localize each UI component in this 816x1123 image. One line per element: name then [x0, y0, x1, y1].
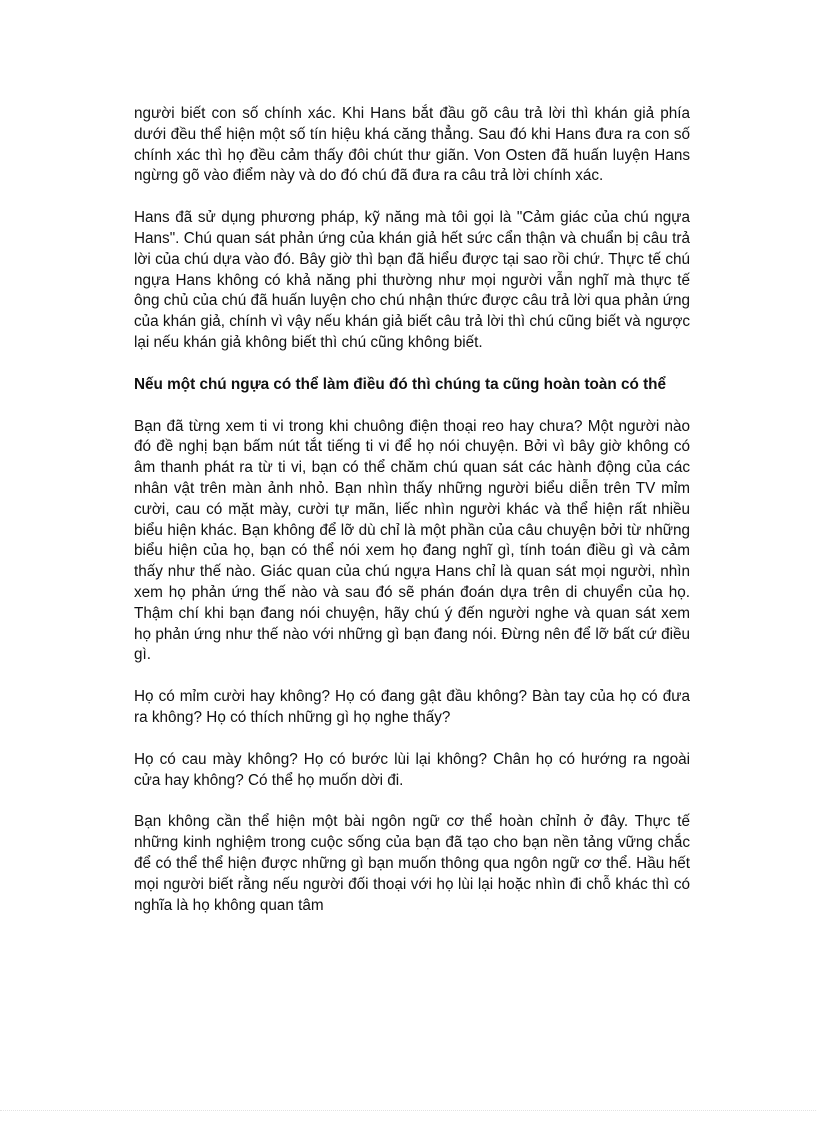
paragraph-smile-questions: Họ có mỉm cười hay không? Họ có đang gật đầu không? Bàn tay của họ có đưa ra không? Họ có thích những gì họ nghe thấy? — [134, 688, 690, 726]
section-heading: Nếu một chú ngựa có thể làm điều đó thì chúng ta cũng hoàn toàn có thể — [134, 375, 667, 393]
paragraph-hans-method: Hans đã sử dụng phương pháp, kỹ năng mà tôi gọi là "Cảm giác của chú ngựa Hans". Chú quan sát phản ứng của khán giả hết sức cẩn thận và chuẩn bị câu trả lời của chú dựa vào đó. Bây giờ thì bạn đã hiểu được tại sao rồi chứ. Thực tế chú ngựa Hans không có khả năng phi thường như mọi người vẫn nghĩ mà thực tế ông chủ của chú đã huấn luyện cho chú nhận thức được câu trả lời qua phản ứng của khán giả, chính vì vậy nếu khán giả biết câu trả lời thì chú cũng biết và ngược lại nếu khán giả không biết thì chú cũng không biết. — [134, 209, 690, 351]
document-body — [134, 104, 690, 937]
page-bottom-divider — [0, 1110, 816, 1111]
paragraph-hans-signals: người biết con số chính xác. Khi Hans bắt đầu gõ câu trả lời thì khán giả phía dưới đều thể hiện một số tín hiệu khá căng thẳng. Sau đó khi Hans đưa ra con số chính xác thì họ đều cảm thấy đôi chút thư giãn. Von Osten đã huấn luyện Hans ngừng gõ vào điểm này và do đó chú đã đưa ra câu trả lời chính xác. — [134, 105, 690, 185]
paragraph-tv-observation: Bạn đã từng xem ti vi trong khi chuông điện thoại reo hay chưa? Một người nào đó đề nghị bạn bấm nút tắt tiếng ti vi để họ nói chuyện. Bởi vì bây giờ không có âm thanh phát ra từ ti vi, bạn có thể chăm chú quan sát các hành động của các nhân vật trên màn ảnh nhỏ. Bạn nhìn thấy những người biểu diễn trên TV mỉm cười, cau có mặt mày, cười tự mãn, liếc nhìn người khác và thể hiện rất nhiều biểu hiện khác. Bạn không để lỡ dù chỉ là một phần của câu chuyện bởi từ những biểu hiện của họ, bạn có thể nói xem họ đang nghĩ gì, tính toán điều gì và cảm thấy như thế nào. Giác quan của chú ngựa Hans chỉ là quan sát mọi người, nhìn xem họ phản ứng thế nào và sau đó sẽ phán đoán dựa trên di chuyển của họ. Thậm chí khi bạn đang nói chuyện, hãy chú ý đến người nghe và quan sát xem họ phản ứng như thế nào với những gì bạn đang nói. Đừng nên để lỡ bất cứ điều gì. — [134, 417, 690, 664]
paragraph-body-language: Bạn không cần thể hiện một bài ngôn ngữ cơ thể hoàn chỉnh ở đây. Thực tế những kinh nghiệm trong cuộc sống của bạn đã tạo cho bạn nền tảng vững chắc để có thể thể hiện được những gì bạn muốn thông qua ngôn ngữ cơ thể. Hầu hết mọi người biết rằng nếu người đối thoại với họ lùi lại hoặc nhìn đi chỗ khác thì có nghĩa là họ không quan tâm — [134, 813, 690, 914]
paragraph-frown-questions: Họ có cau mày không? Họ có bước lùi lại không? Chân họ có hướng ra ngoài cửa hay không? Có thể họ muốn dời đi. — [134, 750, 690, 789]
